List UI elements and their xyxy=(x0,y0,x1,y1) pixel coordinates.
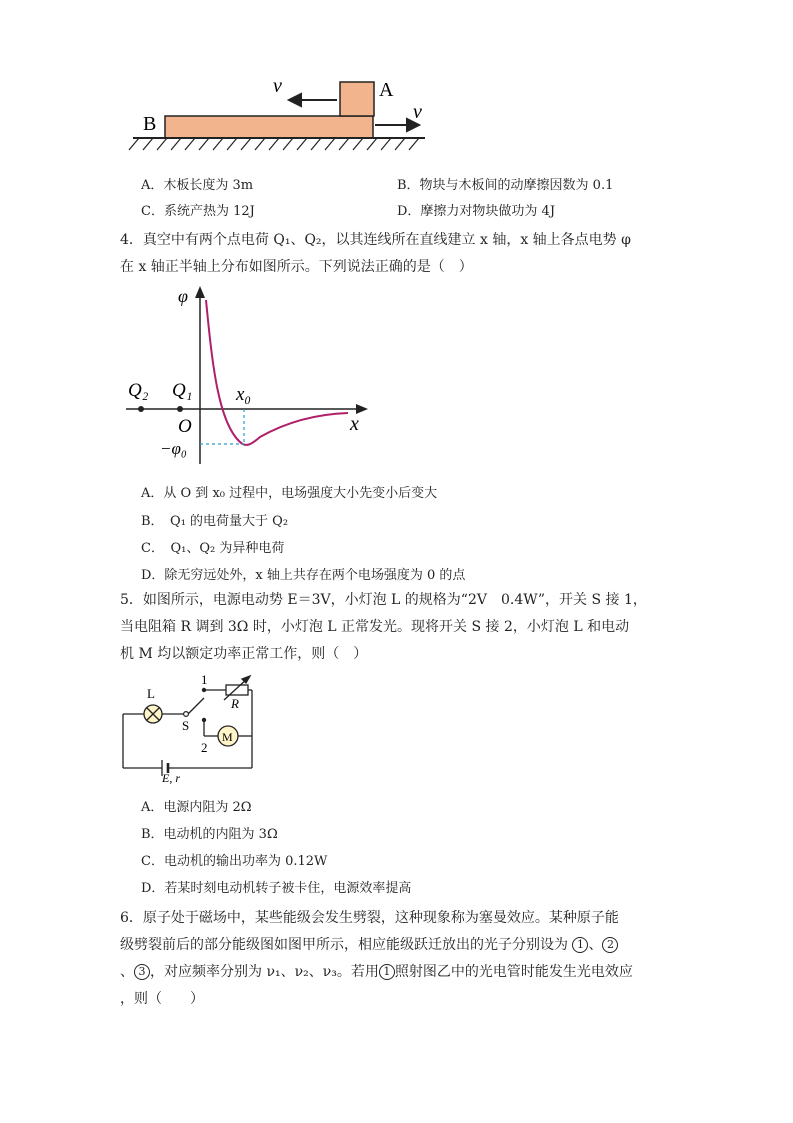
q6-line3-tail: 照射图乙中的光电管时能发生光电效应 xyxy=(394,964,633,980)
v-left-label: v xyxy=(273,75,282,97)
q6-line3-text: ，对应频率分别为 ν₁、ν₂、ν₃。若用 xyxy=(150,964,379,980)
lamp-icon xyxy=(144,705,162,723)
q5-option-B: B．电动机的内阻为 3Ω xyxy=(141,827,278,842)
circled-2-icon: 2 xyxy=(602,937,618,953)
label-A: A xyxy=(379,79,394,101)
circled-3-icon: 3 xyxy=(134,964,150,980)
q6-line3 xyxy=(120,957,680,987)
block-A xyxy=(340,82,374,116)
q1-label: Q₁ xyxy=(172,380,193,401)
q3-option-D: D．摩擦力对物块做功为 4J xyxy=(397,204,556,219)
q6-line1: 6．原子处于磁场中，某些能级会发生劈裂，这种现象称为塞曼效应。某种原子能 xyxy=(120,910,619,926)
potential-curve xyxy=(206,300,348,445)
q5-option-D: D．若某时刻电动机转子被卡住，电源效率提高 xyxy=(141,881,412,896)
ground-hatch xyxy=(129,138,419,150)
circled-1b-icon: 1 xyxy=(379,964,395,980)
q3-option-C: C．系统产热为 12J xyxy=(141,204,255,219)
label-1: 1 xyxy=(201,672,208,687)
x0-label: x₀ xyxy=(236,384,252,405)
y-axis-label: φ xyxy=(178,286,188,306)
board-B xyxy=(165,116,373,138)
terminal-2 xyxy=(202,718,206,722)
q4-option-D: D．除无穷远处外，x 轴上共存在两个电场强度为 0 的点 xyxy=(141,568,466,583)
block-board-figure xyxy=(125,70,435,160)
q5-line1: 5．如图所示，电源电动势 E＝3V，小灯泡 L 的规格为“2V 0.4W”，开关 S 接 1， xyxy=(120,592,647,608)
q3-option-A: A．木板长度为 3m xyxy=(141,178,254,193)
q4-option-C: C． Q₁、Q₂ 为异种电荷 xyxy=(141,541,285,556)
q2-point xyxy=(138,406,144,412)
q6-line2-text: 级劈裂前后的部分能级图如图甲所示，相应能级跃迁放出的光子分别设为 xyxy=(120,937,568,953)
label-2: 2 xyxy=(201,740,208,755)
q3-option-B: B．物块与木板间的动摩擦因数为 0.1 xyxy=(397,178,614,193)
terminal-1 xyxy=(202,688,206,692)
v-right-label: v xyxy=(413,101,422,123)
switch-pivot xyxy=(184,712,189,717)
q5-option-C: C．电动机的输出功率为 0.12W xyxy=(141,854,328,869)
x-axis-label: x xyxy=(350,413,359,435)
label-B: B xyxy=(143,113,157,135)
q1-point xyxy=(177,406,183,412)
y-axis-arrow-icon xyxy=(195,286,205,298)
label-M: M xyxy=(222,730,233,744)
arrow-left-icon xyxy=(289,94,337,106)
potential-graph xyxy=(120,282,380,472)
circled-1-icon: 1 xyxy=(572,937,588,953)
q6-line3-sep: 、 xyxy=(120,964,134,980)
q4-option-B: B． Q₁ 的电荷量大于 Q₂ xyxy=(141,514,289,529)
label-Er: E, r xyxy=(162,771,180,784)
label-S: S xyxy=(182,718,190,733)
q6-sep: 、 xyxy=(588,937,603,953)
circuit-diagram xyxy=(118,672,268,784)
q4-line1: 4．真空中有两个点电荷 Q₁、Q₂，以其连线所在直线建立 x 轴，x 轴上各点电势 φ xyxy=(120,232,631,248)
label-R: R xyxy=(231,696,239,711)
q5-line3: 机 M 均以额定功率正常工作，则（ ） xyxy=(120,646,368,662)
origin-label: O xyxy=(178,416,192,437)
label-L: L xyxy=(147,686,155,701)
q6-line4: ，则（ ） xyxy=(120,991,204,1007)
switch-blade xyxy=(188,698,204,714)
q5-option-A: A．电源内阻为 2Ω xyxy=(141,800,252,815)
q2-label: Q₂ xyxy=(128,380,149,401)
neg-phi0-label: −φ₀ xyxy=(160,439,187,458)
q5-line2: 当电阻箱 R 调到 3Ω 时，小灯泡 L 正常发光。现将开关 S 接 2，小灯泡 L 和电动 xyxy=(120,619,630,635)
q6-line2 xyxy=(120,930,680,960)
q4-line2: 在 x 轴正半轴上分布如图所示。下列说法正确的是（ ） xyxy=(120,259,473,275)
q4-option-A: A．从 O 到 x₀ 过程中，电场强度大小先变小后变大 xyxy=(141,486,438,501)
